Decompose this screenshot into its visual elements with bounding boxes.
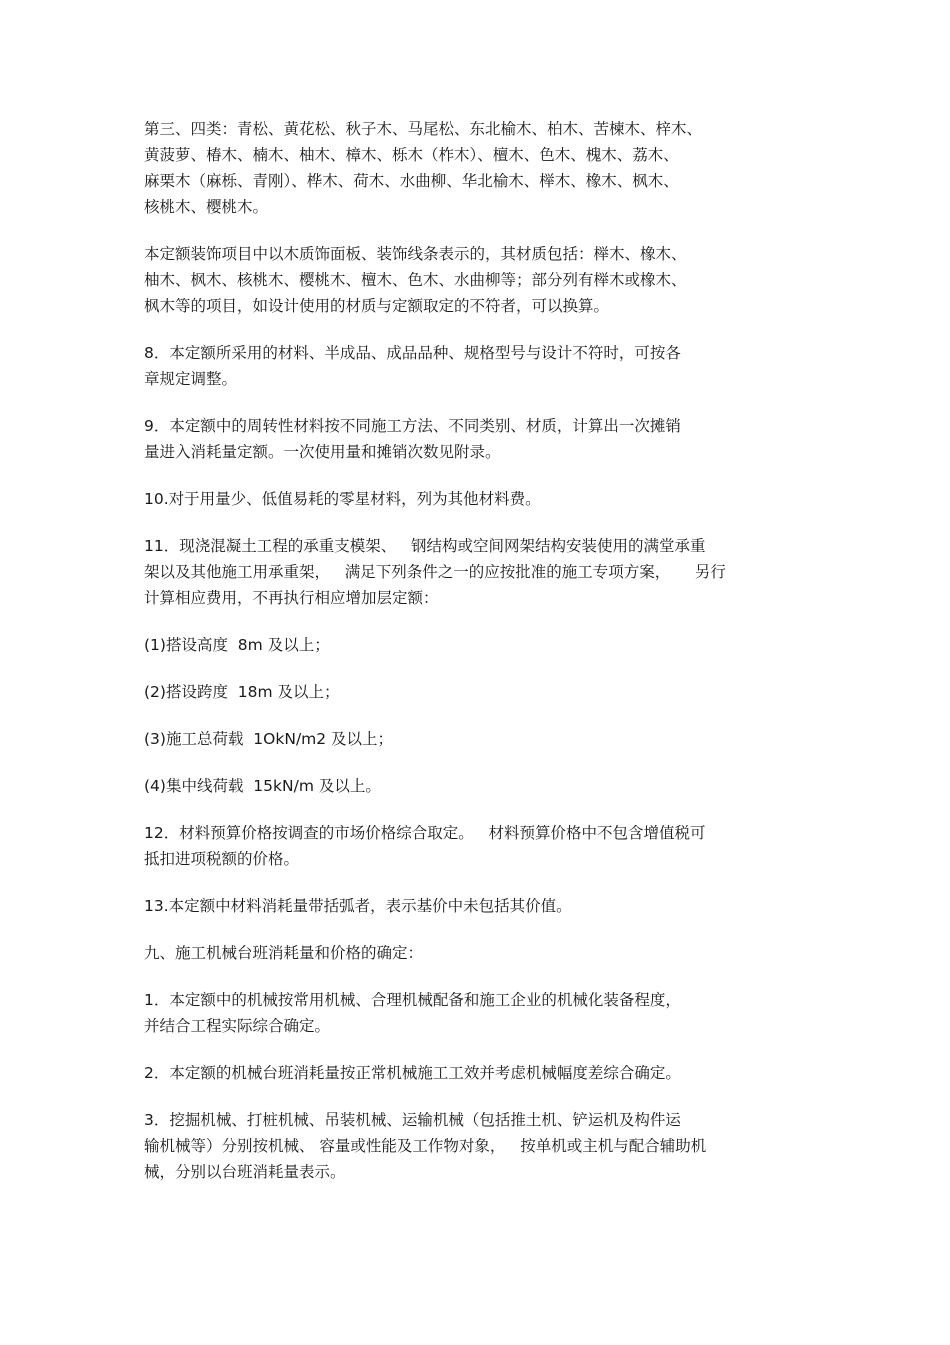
- paragraph: [144, 632, 812, 658]
- paragraph: [144, 726, 812, 752]
- text-line: 章规定调整。: [144, 370, 238, 388]
- text-line: 10.对于用量少、低值易耗的零星材料，列为其他材料费。: [144, 490, 541, 508]
- text-line: 枫木等的项目，如设计使用的材质与定额取定的不符者，可以换算。: [144, 297, 610, 315]
- paragraph: [144, 987, 812, 1039]
- text-line: 本定额装饰项目中以木质饰面板、装饰线条表示的，其材质包括：榉木、橡木、: [144, 245, 687, 263]
- text-line: 架以及其他施工用承重架， 满足下列条件之一的应按批准的施工专项方案， 另行: [144, 563, 726, 581]
- text-line: 核桃木、樱桃木。: [144, 198, 269, 216]
- document-body: [144, 116, 812, 1206]
- text-line: 8．本定额所采用的材料、半成品、成品品种、规格型号与设计不符时，可按各: [144, 344, 681, 362]
- paragraph: [144, 773, 812, 799]
- paragraph: [144, 241, 812, 319]
- text-line: 柚木、枫木、核桃木、樱桃木、檀木、色木、水曲柳等；部分列有榉木或橡木、: [144, 271, 687, 289]
- paragraph: [144, 486, 812, 512]
- paragraph: [144, 340, 812, 392]
- paragraph: [144, 679, 812, 705]
- text-line: 械，分别以台班消耗量表示。: [144, 1163, 346, 1181]
- text-line: (3)施工总荷载 1OkN/m2 及以上；: [144, 730, 394, 748]
- paragraph: [144, 1107, 812, 1185]
- text-line: 九、施工机械台班消耗量和价格的确定：: [144, 944, 424, 962]
- text-line: 量进入消耗量定额。一次使用量和摊销次数见附录。: [144, 443, 501, 461]
- text-line: 计算相应费用，不再执行相应增加层定额：: [144, 589, 439, 607]
- text-line: 3．挖掘机械、打桩机械、吊装机械、运输机械（包括推土机、铲运机及构件运: [144, 1111, 681, 1129]
- paragraph: [144, 413, 812, 465]
- text-line: 第三、四类：青松、黄花松、秋子木、马尾松、东北榆木、柏木、苦楝木、梓木、: [144, 120, 703, 138]
- paragraph: [144, 116, 812, 220]
- text-line: (1)搭设高度 8m 及以上；: [144, 636, 330, 654]
- text-line: 抵扣进项税额的价格。: [144, 850, 300, 868]
- text-line: 2．本定额的机械台班消耗量按正常机械施工工效并考虑机械幅度差综合确定。: [144, 1064, 681, 1082]
- text-line: (2)搭设跨度 18m 及以上；: [144, 683, 340, 701]
- text-line: 12．材料预算价格按调查的市场价格综合取定。 材料预算价格中不包含增值税可: [144, 824, 706, 842]
- text-line: 麻栗木（麻栎、青刚）、桦木、荷木、水曲柳、华北榆木、榉木、橡木、枫木、: [144, 172, 679, 190]
- paragraph: [144, 893, 812, 919]
- paragraph: [144, 533, 812, 611]
- paragraph: [144, 820, 812, 872]
- text-line: 13.本定额中材料消耗量带括弧者，表示基价中未包括其价值。: [144, 897, 572, 915]
- text-line: 输机械等）分别按机械、 容量或性能及工作物对象， 按单机或主机与配合辅助机: [144, 1137, 707, 1155]
- text-line: 并结合工程实际综合确定。: [144, 1017, 331, 1035]
- text-line: 11．现浇混凝土工程的承重支模架、 钢结构或空间网架结构安装使用的满堂承重: [144, 537, 706, 555]
- text-line: 1．本定额中的机械按常用机械、合理机械配备和施工企业的机械化装备程度，: [144, 991, 681, 1009]
- text-line: 9．本定额中的周转性材料按不同施工方法、不同类别、材质，计算出一次摊销: [144, 417, 681, 435]
- text-line: (4)集中线荷载 15kN/m 及以上。: [144, 777, 381, 795]
- paragraph: [144, 940, 812, 966]
- text-line: 黄菠萝、椿木、楠木、柚木、樟木、栎木（柞木）、檀木、色木、槐木、荔木、: [144, 146, 679, 164]
- paragraph: [144, 1060, 812, 1086]
